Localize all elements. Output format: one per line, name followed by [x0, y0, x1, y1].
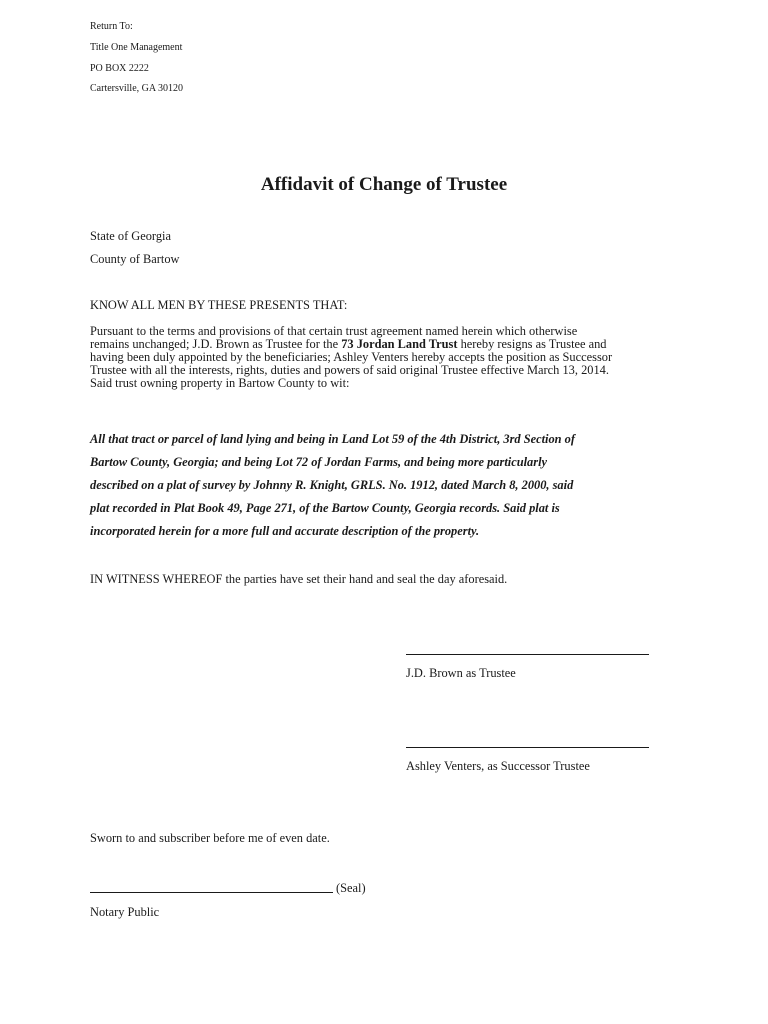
pursuant-line-2-start: remains unchanged; J.D. Brown as Trustee for the: [90, 337, 342, 351]
pursuant-line-5: Said trust owning property in Bartow County to wit:: [90, 376, 350, 390]
sworn-statement: Sworn to and subscriber before me of even date.: [90, 831, 330, 845]
successor-signature-line: [406, 747, 649, 748]
notary-label: Notary Public: [90, 905, 160, 919]
return-to-label: Return To:: [90, 21, 133, 32]
legal-line: Bartow County, Georgia; and being Lot 72 of Jordan Farms, and being more particularly: [90, 455, 548, 469]
preamble: KNOW ALL MEN BY THESE PRESENTS THAT:: [90, 298, 348, 312]
pursuant-paragraph: [90, 325, 690, 390]
pursuant-line-2-end: hereby resigns as Trustee and: [457, 337, 607, 351]
witness-clause: IN WITNESS WHEREOF the parties have set their hand and seal the day aforesaid.: [90, 572, 508, 586]
trustee-signature-line: [406, 654, 649, 655]
trustee-signature-label: J.D. Brown as Trustee: [406, 666, 516, 680]
notary-signature-line: [90, 892, 333, 893]
legal-description: [90, 432, 690, 547]
successor-signature-label: Ashley Venters, as Successor Trustee: [406, 759, 590, 773]
return-to-city: Cartersville, GA 30120: [90, 83, 184, 94]
venue-state: State of Georgia: [90, 229, 171, 243]
pursuant-line-3: having been duly appointed by the beneficiaries; Ashley Venters hereby accepts the position as Successor: [90, 350, 613, 364]
return-to-name: Title One Management: [90, 42, 183, 53]
pursuant-line-1: Pursuant to the terms and provisions of that certain trust agreement named herein which otherwise: [90, 324, 578, 338]
notary-seal: (Seal): [336, 881, 366, 895]
legal-line: incorporated herein for a more full and accurate description of the property.: [90, 524, 480, 538]
legal-line: All that tract or parcel of land lying and being in Land Lot 59 of the 4th District, 3rd Section of: [90, 432, 575, 446]
document-title: Affidavit of Change of Trustee: [260, 174, 508, 195]
venue-county: County of Bartow: [90, 252, 180, 266]
pursuant-line-4: Trustee with all the interests, rights, duties and powers of said original Trustee effective March 13, 2014.: [90, 363, 609, 377]
return-to-po-box: PO BOX 2222: [90, 63, 149, 74]
legal-line: plat recorded in Plat Book 49, Page 271, of the Bartow County, Georgia records. Said plat is: [90, 501, 560, 515]
legal-line: described on a plat of survey by Johnny R. Knight, GRLS. No. 1912, dated March 8, 2000, said: [90, 478, 574, 492]
trust-name: 73 Jordan Land Trust: [341, 337, 458, 351]
